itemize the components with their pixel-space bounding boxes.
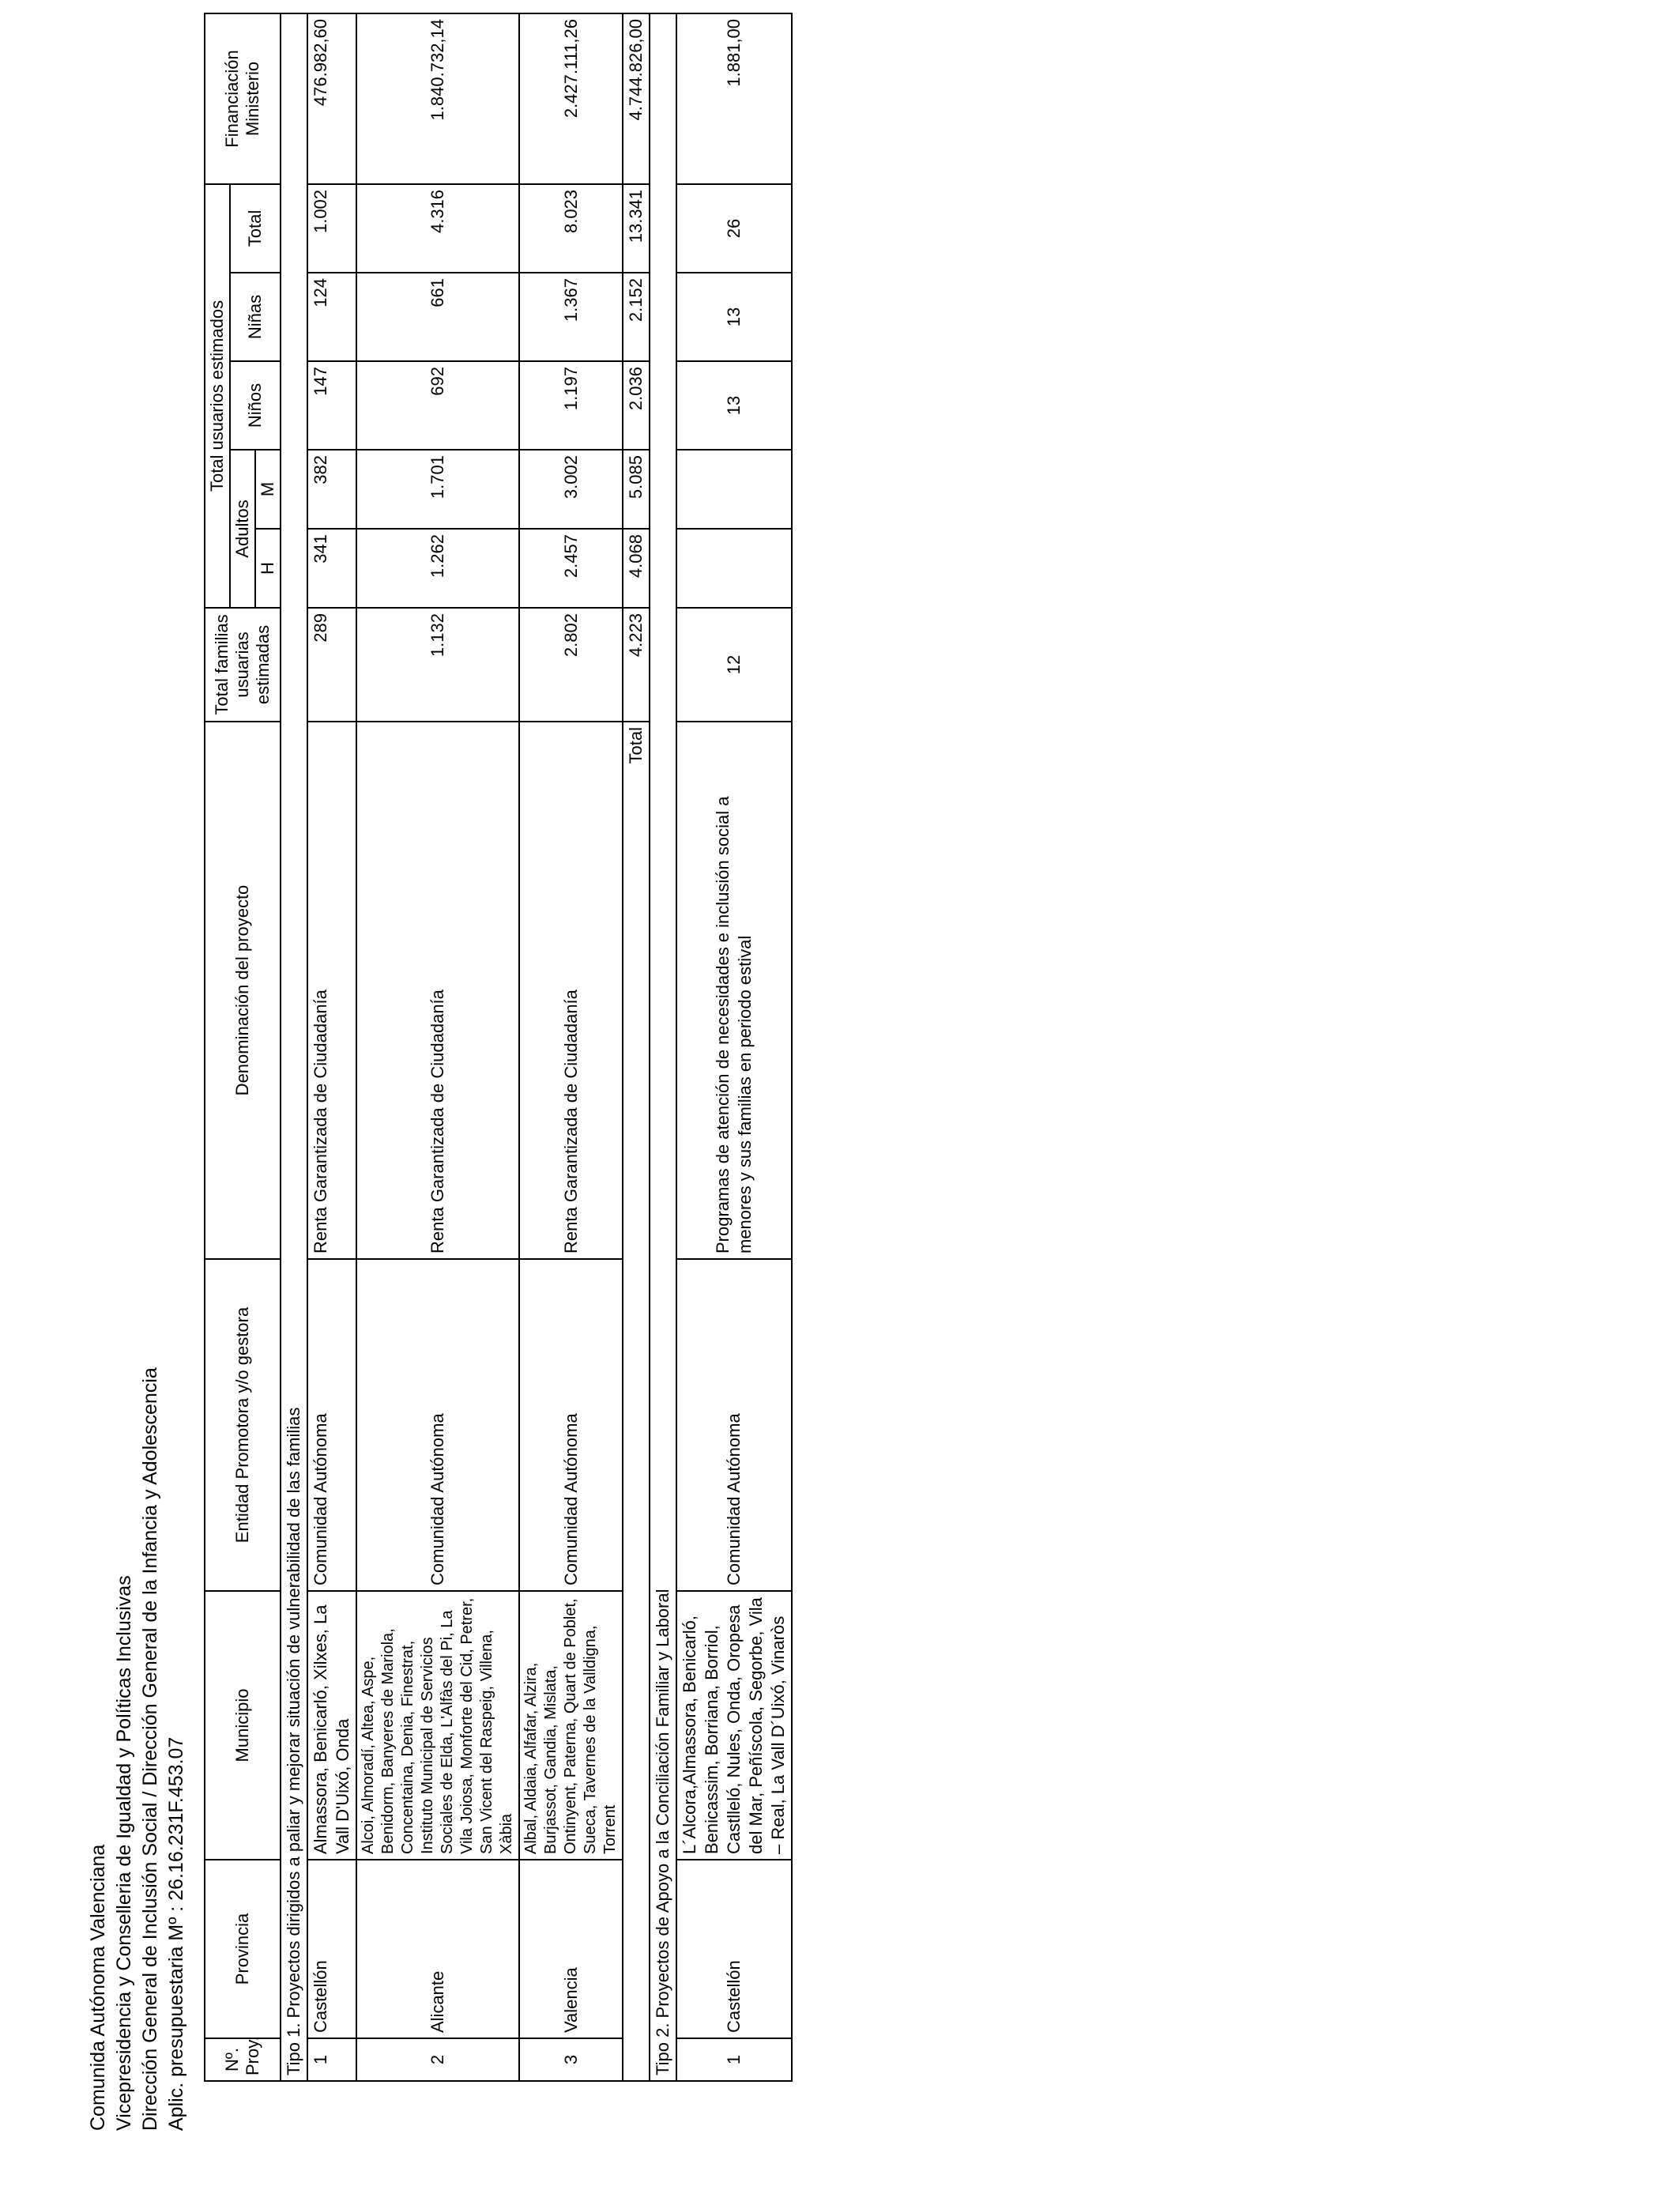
col-adultos-header: Adultos bbox=[230, 450, 255, 608]
row-h: 1.262 bbox=[356, 529, 519, 608]
row-m bbox=[676, 450, 792, 529]
row-entidad: Comunidad Autónoma bbox=[519, 1259, 623, 1591]
row-familias: 2.802 bbox=[519, 608, 623, 722]
row-denominacion: Renta Garantizada de Ciudadanía bbox=[307, 722, 356, 1259]
total-ninas: 2.152 bbox=[623, 273, 650, 361]
row-ninos: 13 bbox=[676, 361, 792, 450]
table-row bbox=[676, 13, 792, 2081]
row-m: 3.002 bbox=[519, 450, 623, 529]
col-usuarios-header: Total usuarios estimados bbox=[205, 184, 230, 608]
row-h: 2.457 bbox=[519, 529, 623, 608]
row-m: 1.701 bbox=[356, 450, 519, 529]
table-row bbox=[519, 13, 623, 2081]
header-line-1: Comunida Autónoma Valenciana bbox=[87, 1844, 109, 2131]
col-entidad-header: Entidad Promotora y/o gestora bbox=[205, 1259, 281, 1591]
row-num: 1 bbox=[307, 2038, 356, 2081]
col-denominacion-header: Denominación del proyecto bbox=[205, 722, 281, 1259]
total-financiacion: 4.744.826,00 bbox=[623, 13, 650, 184]
col-ninas-header: Niñas bbox=[230, 273, 281, 361]
row-entidad: Comunidad Autónoma bbox=[676, 1259, 792, 1591]
row-provincia: Alicante bbox=[356, 1860, 519, 2038]
total-total: 13.341 bbox=[623, 184, 650, 273]
row-ninas: 124 bbox=[307, 273, 356, 361]
header-line-3: Dirección General de Inclusión Social / Dirección General de la Infancia y Adolescencia bbox=[139, 1367, 161, 2131]
col-municipio-header: Municipio bbox=[205, 1591, 281, 1860]
col-provincia-header: Provincia bbox=[205, 1860, 281, 2038]
row-financiacion: 1.881,00 bbox=[676, 13, 792, 184]
projects-table bbox=[204, 13, 793, 2082]
table-row bbox=[307, 13, 356, 2081]
section1-title: Tipo 1. Proyectos dirigidos a paliar y mejorar situación de vulnerabilidad de las familias bbox=[281, 13, 307, 2081]
col-num-header: Nº. Proy. bbox=[205, 2038, 281, 2081]
row-m: 382 bbox=[307, 450, 356, 529]
row-entidad: Comunidad Autónoma bbox=[307, 1259, 356, 1591]
row-familias: 1.132 bbox=[356, 608, 519, 722]
row-financiacion: 2.427.111,26 bbox=[519, 13, 623, 184]
col-m-header: M bbox=[255, 450, 281, 529]
row-denominacion: Programas de atención de necesidades e inclusión social a menores y sus familias en periodo estival bbox=[676, 722, 792, 1259]
row-provincia: Castellón bbox=[307, 1860, 356, 2038]
row-municipio: Alcoi, Almoradí, Altea, Aspe, Benidorm, Banyeres de Mariola, Concentaina, Denia, Finestrat, Instituto Municipal de Servicios Sociales de Elda, L'Alfàs del Pi, La Vila Joiosa, Monforte del Cid, Petrer, San Vicent del Raspeig, Villena, Xàbia bbox=[356, 1591, 519, 1860]
total-h: 4.068 bbox=[623, 529, 650, 608]
row-ninos: 147 bbox=[307, 361, 356, 450]
header-line-2: Vicepresidencia y Conselleria de Igualdad y Políticas Inclusivas bbox=[113, 1575, 135, 2131]
col-familias-header: Total familias usuarias estimadas bbox=[205, 608, 281, 722]
total-ninos: 2.036 bbox=[623, 361, 650, 450]
row-provincia: Valencia bbox=[519, 1860, 623, 2038]
row-financiacion: 1.840.732,14 bbox=[356, 13, 519, 184]
row-municipio: Almassora, Benicarló, Xilxes, La Vall D'Uixó, Onda bbox=[307, 1591, 356, 1860]
row-total: 26 bbox=[676, 184, 792, 273]
row-ninas: 13 bbox=[676, 273, 792, 361]
col-financiacion-header: Financiación Ministerio bbox=[205, 13, 281, 184]
row-ninas: 1.367 bbox=[519, 273, 623, 361]
col-h-header: H bbox=[255, 529, 281, 608]
row-familias: 289 bbox=[307, 608, 356, 722]
document-header bbox=[85, 1367, 190, 2131]
header-line-4: Aplic. presupuestaria Mº : 26.16.231F.453.07 bbox=[165, 1736, 187, 2131]
section2-title: Tipo 2. Proyectos de Apoyo a la Conciliación Familiar y Laboral bbox=[650, 13, 676, 2081]
row-num: 2 bbox=[356, 2038, 519, 2081]
row-municipio: Albal, Aldaia, Alfafar, Alzira, Burjassot, Gandia, Mislata, Ontinyent, Paterna, Quart de Poblet, Sueca, Tavernes de la Valldigna, Torrent bbox=[519, 1591, 623, 1860]
row-ninos: 1.197 bbox=[519, 361, 623, 450]
row-total: 8.023 bbox=[519, 184, 623, 273]
total-m: 5.085 bbox=[623, 450, 650, 529]
row-ninos: 692 bbox=[356, 361, 519, 450]
row-ninas: 661 bbox=[356, 273, 519, 361]
total-familias: 4.223 bbox=[623, 608, 650, 722]
row-h: 341 bbox=[307, 529, 356, 608]
col-total-header: Total bbox=[230, 184, 281, 273]
row-total: 4.316 bbox=[356, 184, 519, 273]
row-denominacion: Renta Garantizada de Ciudadanía bbox=[356, 722, 519, 1259]
row-provincia: Castellón bbox=[676, 1860, 792, 2038]
row-num: 1 bbox=[676, 2038, 792, 2081]
row-municipio: L´Alcora,Almassora, Benicarló, Benicassim, Borriana, Borriol, Castlleló, Nules, Onda, Oropesa del Mar, Peñíscola, Segorbe, Vila – Real, La Vall D´Uixó, Vinaròs bbox=[676, 1591, 792, 1860]
row-num: 3 bbox=[519, 2038, 623, 2081]
col-ninos-header: Niños bbox=[230, 361, 281, 450]
row-entidad: Comunidad Autónoma bbox=[356, 1259, 519, 1591]
row-h bbox=[676, 529, 792, 608]
row-financiacion: 476.982,60 bbox=[307, 13, 356, 184]
total-label: Total bbox=[623, 722, 650, 2081]
total-row bbox=[623, 13, 650, 2081]
table-row bbox=[356, 13, 519, 2081]
row-denominacion: Renta Garantizada de Ciudadanía bbox=[519, 722, 623, 1259]
row-familias: 12 bbox=[676, 608, 792, 722]
row-total: 1.002 bbox=[307, 184, 356, 273]
